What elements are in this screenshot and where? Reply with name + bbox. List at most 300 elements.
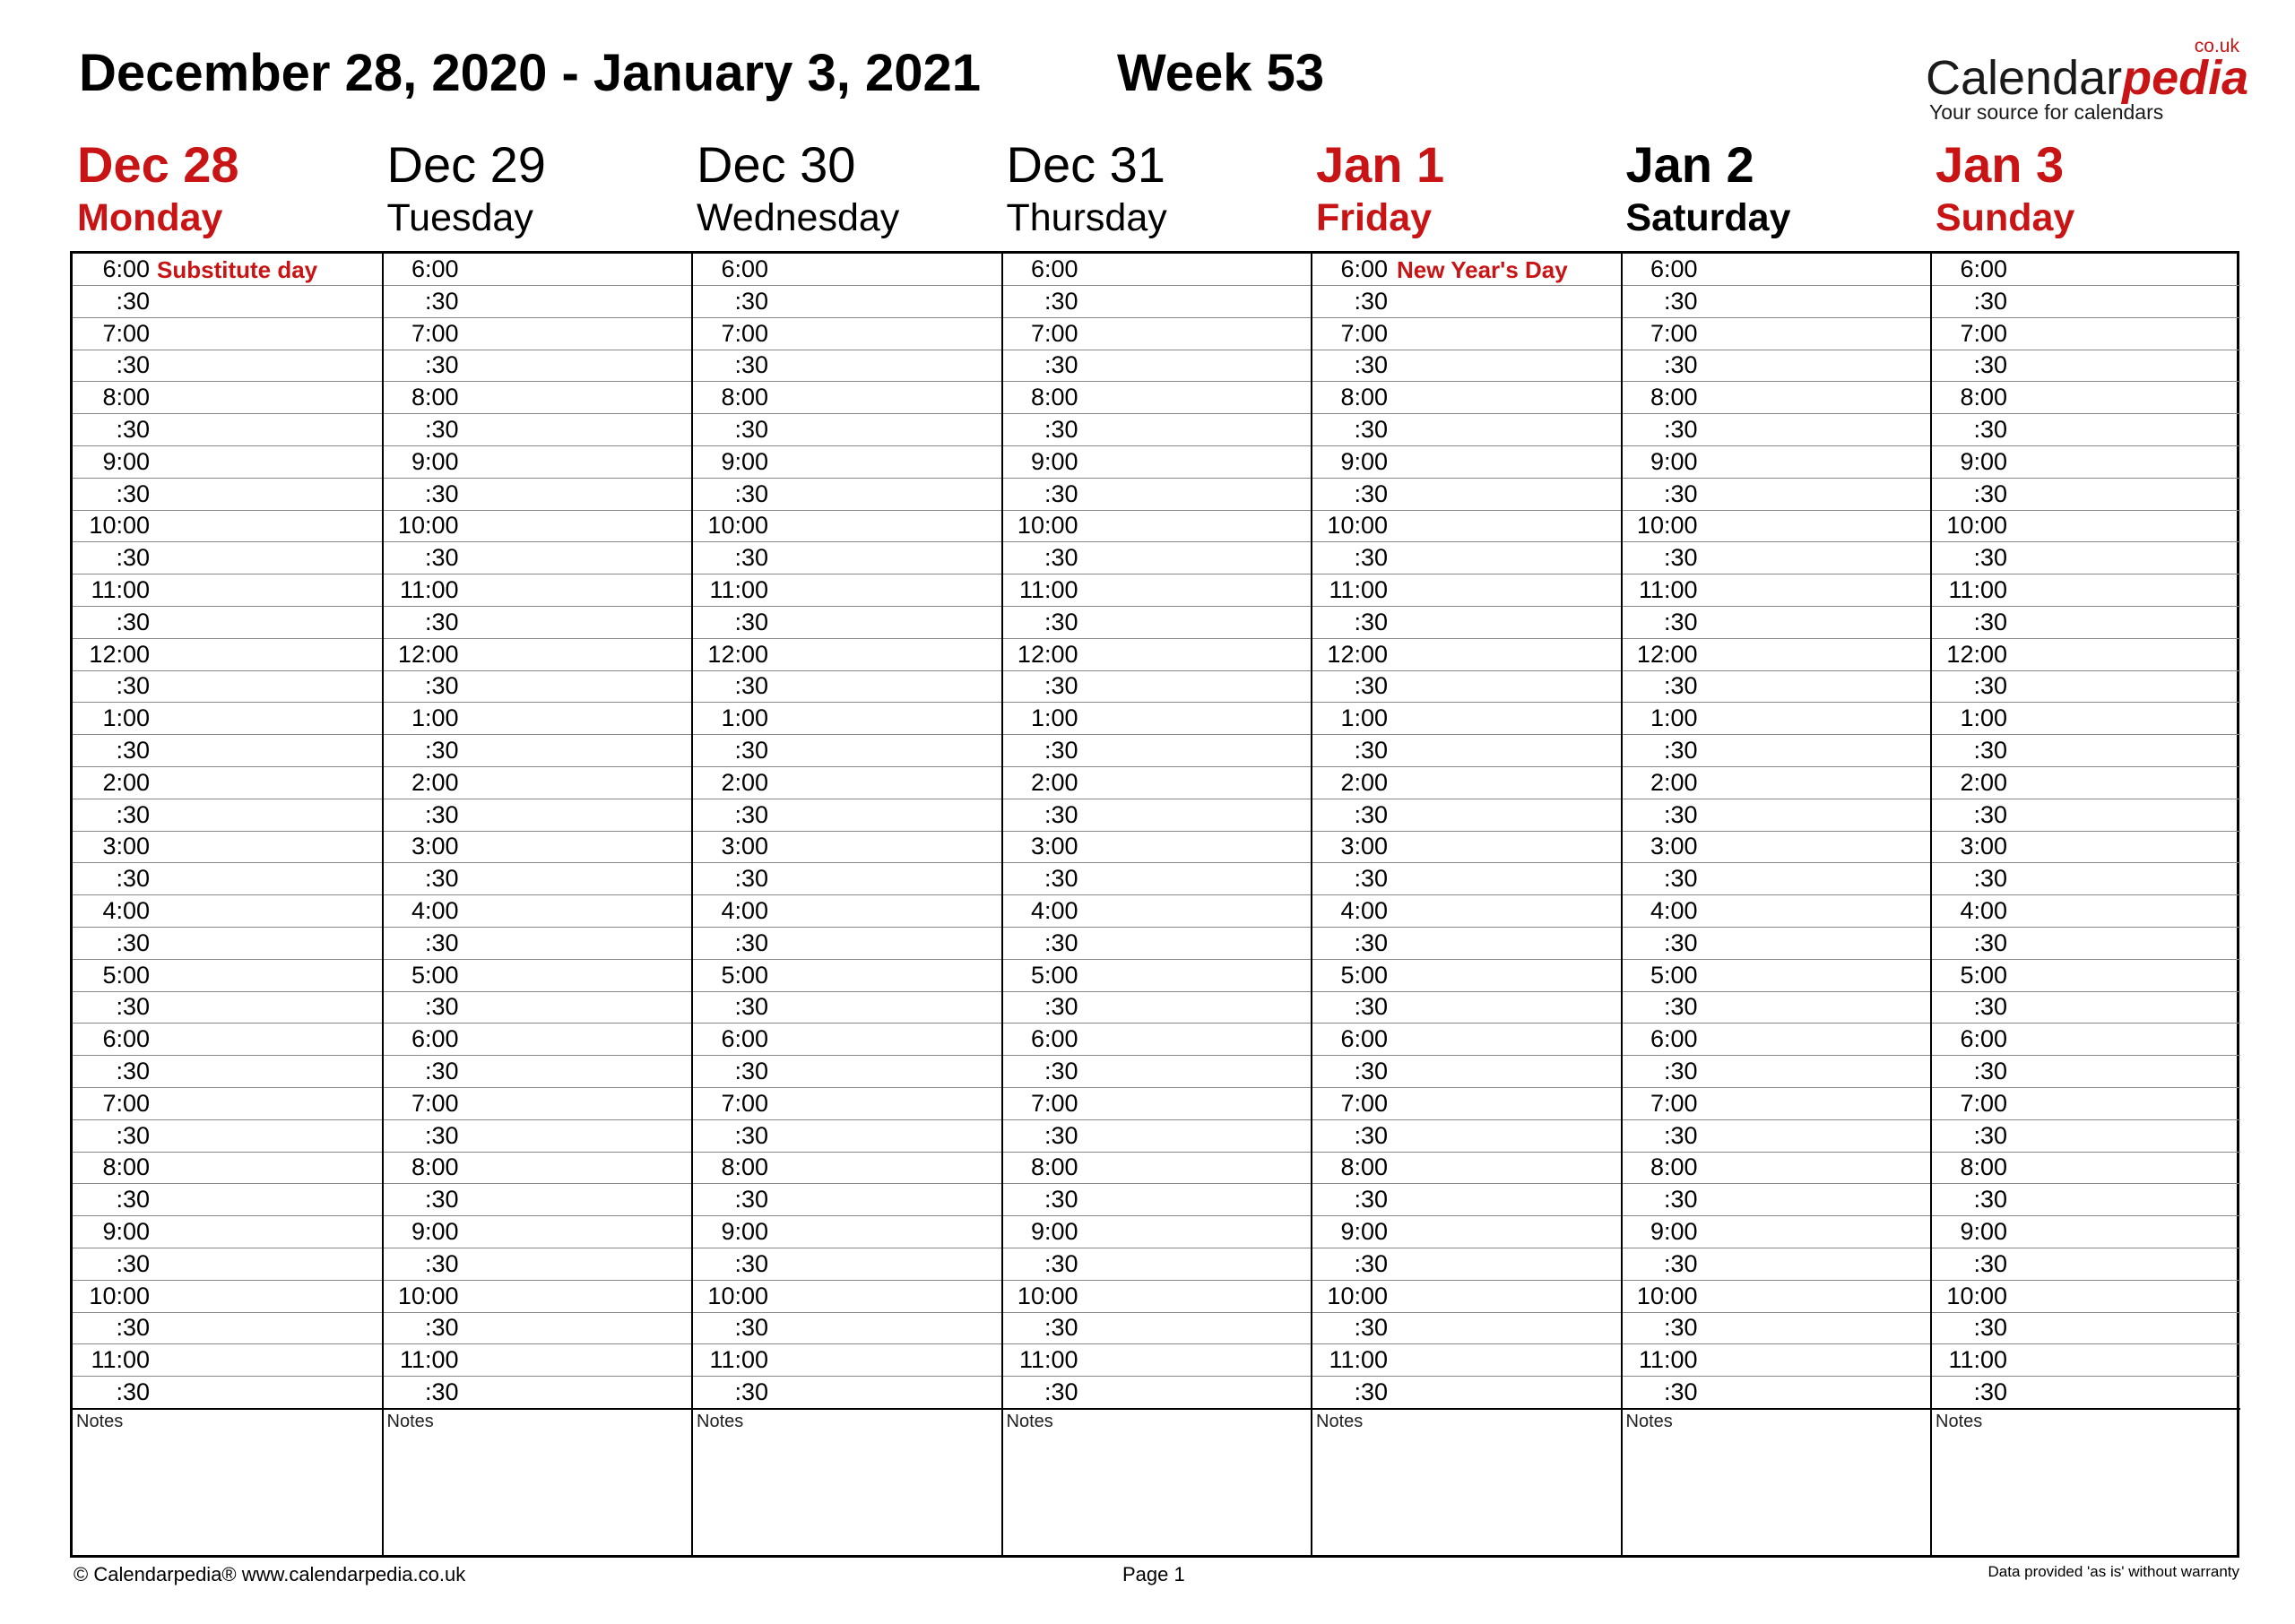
time-label: :30	[1044, 351, 1078, 379]
time-slot[interactable]	[1003, 574, 1312, 607]
time-slot[interactable]	[1623, 479, 1931, 511]
time-label: :30	[424, 479, 459, 507]
time-slot[interactable]	[1623, 1184, 1931, 1216]
time-slot[interactable]	[73, 1248, 383, 1281]
time-slot[interactable]	[1932, 479, 2240, 511]
time-label: :30	[1354, 479, 1388, 507]
time-slot[interactable]	[73, 767, 383, 799]
time-slot[interactable]	[1932, 542, 2240, 574]
time-slot[interactable]	[384, 863, 692, 895]
time-slot[interactable]	[1003, 960, 1312, 992]
time-slot[interactable]	[73, 254, 383, 286]
time-slot[interactable]	[1932, 414, 2240, 446]
time-slot[interactable]	[1623, 799, 1931, 832]
time-label: :30	[1044, 608, 1078, 635]
time-slot[interactable]	[73, 382, 383, 414]
time-label: :30	[424, 351, 459, 379]
time-slot[interactable]	[1932, 1152, 2240, 1184]
time-slot[interactable]	[693, 350, 1001, 382]
time-slot[interactable]	[1003, 1056, 1312, 1088]
time-slot[interactable]	[1623, 542, 1931, 574]
time-slot[interactable]	[73, 607, 383, 639]
time-slot[interactable]	[693, 1024, 1001, 1056]
time-slot[interactable]	[73, 414, 383, 446]
time-slot[interactable]	[1312, 1281, 1621, 1313]
time-slot[interactable]	[1932, 928, 2240, 960]
time-slot[interactable]	[384, 703, 692, 735]
logo-wordmark	[1926, 50, 2248, 106]
time-slot[interactable]	[1623, 863, 1931, 895]
time-label: :30	[1663, 672, 1698, 700]
time-slot[interactable]	[1932, 1344, 2240, 1377]
time-slot[interactable]	[1932, 863, 2240, 895]
time-slot[interactable]	[384, 542, 692, 574]
time-slot[interactable]	[1003, 607, 1312, 639]
time-slot[interactable]	[73, 542, 383, 574]
time-slot[interactable]	[384, 318, 692, 350]
time-label: :30	[1354, 1186, 1388, 1214]
time-slot[interactable]	[1623, 991, 1931, 1024]
time-slot[interactable]	[1623, 1216, 1931, 1248]
time-slot[interactable]	[1003, 1120, 1312, 1153]
time-slot[interactable]	[693, 607, 1001, 639]
time-slot[interactable]	[1623, 928, 1931, 960]
time-slot[interactable]	[1312, 1344, 1621, 1377]
time-slot[interactable]	[1003, 414, 1312, 446]
time-slot[interactable]	[73, 895, 383, 928]
time-slot[interactable]	[384, 928, 692, 960]
time-slot[interactable]	[384, 479, 692, 511]
time-slot[interactable]	[1312, 928, 1621, 960]
time-slot[interactable]	[1312, 703, 1621, 735]
time-label: 7:00	[411, 319, 459, 347]
time-label: 6:00	[1650, 1025, 1698, 1053]
time-slot[interactable]	[1312, 510, 1621, 542]
time-slot[interactable]	[73, 991, 383, 1024]
time-slot[interactable]	[693, 1377, 1001, 1409]
time-slot[interactable]	[1932, 1056, 2240, 1088]
time-label: 11:00	[1329, 576, 1388, 603]
time-slot[interactable]	[384, 1120, 692, 1153]
time-label: 1:00	[1960, 704, 2007, 732]
time-slot[interactable]	[1003, 254, 1312, 286]
time-slot[interactable]	[1312, 1120, 1621, 1153]
time-slot[interactable]	[1623, 1088, 1931, 1120]
time-slot[interactable]	[1312, 414, 1621, 446]
time-slot[interactable]	[1312, 607, 1621, 639]
time-slot[interactable]	[73, 574, 383, 607]
time-slot[interactable]	[1312, 254, 1621, 286]
time-slot[interactable]	[1932, 382, 2240, 414]
time-label: :30	[424, 672, 459, 700]
day-header	[77, 136, 385, 242]
time-slot[interactable]	[693, 831, 1001, 863]
time-slot[interactable]	[1003, 1152, 1312, 1184]
time-slot[interactable]	[1312, 479, 1621, 511]
time-slot[interactable]	[1312, 670, 1621, 703]
time-slot[interactable]	[1932, 286, 2240, 318]
time-slot[interactable]	[384, 831, 692, 863]
time-slot[interactable]	[693, 1248, 1001, 1281]
time-slot[interactable]	[1932, 1312, 2240, 1344]
time-slot[interactable]	[1312, 1152, 1621, 1184]
time-slot[interactable]	[384, 414, 692, 446]
time-slot[interactable]	[73, 799, 383, 832]
time-slot[interactable]	[1312, 1377, 1621, 1409]
time-slot[interactable]	[1623, 1344, 1931, 1377]
time-slot[interactable]	[1932, 991, 2240, 1024]
time-slot[interactable]	[384, 991, 692, 1024]
time-slot[interactable]	[384, 960, 692, 992]
time-slot[interactable]	[1932, 1216, 2240, 1248]
time-slot[interactable]	[693, 863, 1001, 895]
time-slot[interactable]	[384, 670, 692, 703]
time-label: 11:00	[91, 1346, 150, 1374]
time-slot[interactable]	[1623, 286, 1931, 318]
time-slot[interactable]	[693, 318, 1001, 350]
time-slot[interactable]	[1312, 799, 1621, 832]
time-label: :30	[1663, 1314, 1698, 1342]
time-slot[interactable]	[73, 1216, 383, 1248]
time-label: 6:00	[102, 255, 150, 282]
time-label: :30	[1973, 1378, 2007, 1405]
time-slot[interactable]	[1623, 350, 1931, 382]
time-slot[interactable]	[1003, 382, 1312, 414]
time-slot[interactable]	[1003, 991, 1312, 1024]
time-slot[interactable]	[1312, 1312, 1621, 1344]
time-slot[interactable]	[73, 1152, 383, 1184]
time-slot[interactable]	[1003, 735, 1312, 767]
time-slot[interactable]	[73, 479, 383, 511]
time-slot[interactable]	[1312, 382, 1621, 414]
time-slot[interactable]	[1932, 1248, 2240, 1281]
time-slot[interactable]	[1932, 799, 2240, 832]
time-slot[interactable]	[1932, 574, 2240, 607]
time-slot[interactable]	[73, 286, 383, 318]
time-slot[interactable]	[73, 1184, 383, 1216]
time-slot[interactable]	[384, 286, 692, 318]
time-slot[interactable]	[1623, 254, 1931, 286]
time-slot[interactable]	[1623, 703, 1931, 735]
time-slot[interactable]	[1623, 1281, 1931, 1313]
time-slot[interactable]	[693, 286, 1001, 318]
time-slot[interactable]	[384, 510, 692, 542]
time-slot[interactable]	[1932, 960, 2240, 992]
time-slot[interactable]	[73, 670, 383, 703]
time-slot[interactable]	[1932, 895, 2240, 928]
time-slot[interactable]	[1003, 446, 1312, 479]
time-slot[interactable]	[384, 639, 692, 671]
time-slot[interactable]	[1003, 895, 1312, 928]
time-slot[interactable]	[1932, 831, 2240, 863]
time-slot[interactable]	[1312, 446, 1621, 479]
time-slot[interactable]	[73, 1056, 383, 1088]
time-slot[interactable]	[1312, 831, 1621, 863]
time-slot[interactable]	[384, 799, 692, 832]
time-slot[interactable]	[1003, 670, 1312, 703]
time-slot[interactable]	[1932, 1088, 2240, 1120]
time-slot[interactable]	[384, 1281, 692, 1313]
time-slot[interactable]	[1003, 767, 1312, 799]
time-label: :30	[1044, 672, 1078, 700]
time-slot[interactable]	[73, 510, 383, 542]
time-slot[interactable]	[693, 446, 1001, 479]
time-slot[interactable]	[1003, 542, 1312, 574]
time-slot[interactable]	[1312, 1056, 1621, 1088]
time-slot[interactable]	[1312, 991, 1621, 1024]
time-label: 8:00	[721, 1153, 768, 1181]
time-slot[interactable]	[693, 1281, 1001, 1313]
time-slot[interactable]	[1623, 446, 1931, 479]
time-slot[interactable]	[1623, 510, 1931, 542]
time-label: 3:00	[1650, 833, 1698, 860]
time-slot[interactable]	[1932, 350, 2240, 382]
time-slot[interactable]	[73, 318, 383, 350]
time-slot[interactable]	[1623, 1312, 1931, 1344]
time-slot[interactable]	[384, 1344, 692, 1377]
time-label: :30	[1663, 1378, 1698, 1405]
day-column	[1930, 254, 2240, 1555]
time-slot[interactable]	[73, 703, 383, 735]
time-slot[interactable]	[1932, 1184, 2240, 1216]
time-slot[interactable]	[1623, 831, 1931, 863]
day-name: Sunday	[1936, 196, 2075, 239]
time-slot[interactable]	[1312, 1088, 1621, 1120]
time-label: :30	[1044, 544, 1078, 572]
time-slot[interactable]	[1003, 350, 1312, 382]
time-slot[interactable]	[73, 831, 383, 863]
time-slot[interactable]	[384, 1152, 692, 1184]
time-slot[interactable]	[73, 1377, 383, 1409]
time-slot[interactable]	[1932, 1120, 2240, 1153]
time-slot[interactable]	[384, 1312, 692, 1344]
footer-disclaimer: Data provided 'as is' without warranty	[1988, 1563, 2239, 1580]
time-slot[interactable]	[73, 735, 383, 767]
time-slot[interactable]	[693, 1216, 1001, 1248]
time-slot[interactable]	[1932, 1281, 2240, 1313]
time-slot[interactable]	[1312, 574, 1621, 607]
time-slot[interactable]	[73, 1024, 383, 1056]
day-date: Dec 28	[77, 136, 239, 193]
time-slot[interactable]	[693, 1088, 1001, 1120]
time-slot[interactable]	[384, 1184, 692, 1216]
time-label: 8:00	[1030, 1153, 1078, 1181]
time-slot[interactable]	[693, 382, 1001, 414]
time-slot[interactable]	[1003, 479, 1312, 511]
time-slot[interactable]	[1932, 1377, 2240, 1409]
time-slot[interactable]	[693, 703, 1001, 735]
time-slot[interactable]	[1623, 607, 1931, 639]
time-slot[interactable]	[1932, 510, 2240, 542]
time-slot[interactable]	[693, 414, 1001, 446]
time-slot[interactable]	[1623, 1120, 1931, 1153]
time-label: :30	[1354, 351, 1388, 379]
time-slot[interactable]	[693, 254, 1001, 286]
time-slot[interactable]	[1312, 542, 1621, 574]
time-slot[interactable]	[1312, 350, 1621, 382]
time-slot[interactable]	[1623, 318, 1931, 350]
time-label: :30	[1663, 1121, 1698, 1149]
time-slot[interactable]	[1932, 1024, 2240, 1056]
time-slot[interactable]	[693, 574, 1001, 607]
time-slot[interactable]	[1623, 735, 1931, 767]
time-slot[interactable]	[1312, 767, 1621, 799]
time-slot[interactable]	[1312, 318, 1621, 350]
time-slot[interactable]	[73, 863, 383, 895]
week-number: Week 53	[1117, 44, 1325, 102]
time-slot[interactable]	[73, 960, 383, 992]
time-slot[interactable]	[1623, 895, 1931, 928]
time-slot[interactable]	[693, 639, 1001, 671]
time-label: :30	[424, 1249, 459, 1277]
time-slot[interactable]	[1003, 703, 1312, 735]
time-slot[interactable]	[73, 446, 383, 479]
time-slot[interactable]	[693, 767, 1001, 799]
time-slot[interactable]	[384, 607, 692, 639]
time-slot[interactable]	[1623, 1152, 1931, 1184]
time-label: 9:00	[1650, 1218, 1698, 1245]
time-slot[interactable]	[384, 1056, 692, 1088]
time-slot[interactable]	[73, 1312, 383, 1344]
time-slot[interactable]	[73, 1344, 383, 1377]
time-slot[interactable]	[73, 639, 383, 671]
time-slot[interactable]	[1003, 799, 1312, 832]
time-slot[interactable]	[693, 960, 1001, 992]
time-slot[interactable]	[1003, 1184, 1312, 1216]
time-slot[interactable]	[1623, 767, 1931, 799]
time-slot[interactable]	[693, 670, 1001, 703]
time-slot[interactable]	[693, 1120, 1001, 1153]
time-label: 2:00	[1030, 768, 1078, 796]
time-slot[interactable]	[693, 1184, 1001, 1216]
time-slot[interactable]	[1623, 1024, 1931, 1056]
time-slot[interactable]	[1932, 607, 2240, 639]
time-slot[interactable]	[1003, 831, 1312, 863]
time-slot[interactable]	[384, 895, 692, 928]
time-slot[interactable]	[693, 479, 1001, 511]
time-slot[interactable]	[1932, 639, 2240, 671]
time-slot[interactable]	[1312, 1024, 1621, 1056]
time-slot[interactable]	[1003, 863, 1312, 895]
time-slot[interactable]	[1932, 670, 2240, 703]
time-slot[interactable]	[1003, 510, 1312, 542]
time-slot[interactable]	[73, 1120, 383, 1153]
time-slot[interactable]	[1003, 318, 1312, 350]
time-label: :30	[1663, 800, 1698, 828]
time-slot[interactable]	[1003, 1024, 1312, 1056]
time-slot[interactable]	[73, 1088, 383, 1120]
time-slot[interactable]	[384, 735, 692, 767]
time-slot[interactable]	[1003, 639, 1312, 671]
time-slot[interactable]	[693, 510, 1001, 542]
time-slot[interactable]	[1932, 318, 2240, 350]
time-slot[interactable]	[1312, 1216, 1621, 1248]
time-label: 12:00	[1946, 640, 2007, 668]
time-label: :30	[1973, 800, 2007, 828]
time-slot[interactable]	[1003, 1377, 1312, 1409]
time-slot[interactable]	[384, 350, 692, 382]
time-slot[interactable]	[693, 1312, 1001, 1344]
time-slot[interactable]	[1312, 863, 1621, 895]
time-slot[interactable]	[1623, 1248, 1931, 1281]
time-slot[interactable]	[1623, 1056, 1931, 1088]
time-slot[interactable]	[384, 1088, 692, 1120]
time-slot[interactable]	[1623, 382, 1931, 414]
time-label: :30	[734, 929, 768, 956]
time-slot[interactable]	[384, 1024, 692, 1056]
time-slot[interactable]	[693, 991, 1001, 1024]
time-slot[interactable]	[1003, 1312, 1312, 1344]
time-slot[interactable]	[693, 895, 1001, 928]
time-slot[interactable]	[384, 254, 692, 286]
time-label: :30	[1663, 479, 1698, 507]
time-slot[interactable]	[1003, 286, 1312, 318]
time-slot[interactable]	[693, 1344, 1001, 1377]
time-slot[interactable]	[1003, 1088, 1312, 1120]
time-slot[interactable]	[384, 1216, 692, 1248]
time-slot[interactable]	[693, 735, 1001, 767]
time-label: 11:00	[1638, 576, 1698, 603]
time-slot[interactable]	[73, 928, 383, 960]
time-slot[interactable]	[1623, 1377, 1931, 1409]
time-slot[interactable]	[1312, 639, 1621, 671]
time-slot[interactable]	[1312, 895, 1621, 928]
time-slot[interactable]	[384, 767, 692, 799]
time-slot[interactable]	[1003, 1216, 1312, 1248]
time-slot[interactable]	[693, 1152, 1001, 1184]
time-slot[interactable]	[1312, 960, 1621, 992]
time-slot[interactable]	[73, 1281, 383, 1313]
time-slot[interactable]	[693, 799, 1001, 832]
time-label: 3:00	[721, 833, 768, 860]
time-slot[interactable]	[1623, 670, 1931, 703]
time-slot[interactable]	[1312, 286, 1621, 318]
time-slot[interactable]	[1932, 735, 2240, 767]
time-slot[interactable]	[1003, 928, 1312, 960]
time-slot[interactable]	[1312, 1184, 1621, 1216]
time-slot[interactable]	[1003, 1281, 1312, 1313]
time-label: 8:00	[102, 384, 150, 411]
time-slot[interactable]	[1312, 1248, 1621, 1281]
time-label: :30	[1354, 544, 1388, 572]
time-label: 3:00	[102, 833, 150, 860]
time-slot[interactable]	[1312, 735, 1621, 767]
time-slot[interactable]	[384, 574, 692, 607]
time-slot[interactable]	[1003, 1344, 1312, 1377]
time-slot[interactable]	[1623, 574, 1931, 607]
time-slot[interactable]	[1932, 767, 2240, 799]
time-slot[interactable]	[384, 446, 692, 479]
time-slot[interactable]	[693, 928, 1001, 960]
time-slot[interactable]	[1003, 1248, 1312, 1281]
time-slot[interactable]	[1623, 639, 1931, 671]
time-label: 9:00	[721, 447, 768, 475]
time-slot[interactable]	[1932, 703, 2240, 735]
time-slot[interactable]	[693, 1056, 1001, 1088]
time-slot[interactable]	[1623, 960, 1931, 992]
time-slot[interactable]	[384, 1248, 692, 1281]
time-slot[interactable]	[73, 350, 383, 382]
time-slot[interactable]	[384, 1377, 692, 1409]
time-slot[interactable]	[384, 382, 692, 414]
time-slot[interactable]	[1623, 414, 1931, 446]
time-label: :30	[734, 608, 768, 635]
holiday-label: Substitute day	[157, 256, 318, 283]
time-slot[interactable]	[693, 542, 1001, 574]
time-slot[interactable]	[1932, 254, 2240, 286]
time-label: 11:00	[1948, 576, 2007, 603]
time-slot[interactable]	[1932, 446, 2240, 479]
